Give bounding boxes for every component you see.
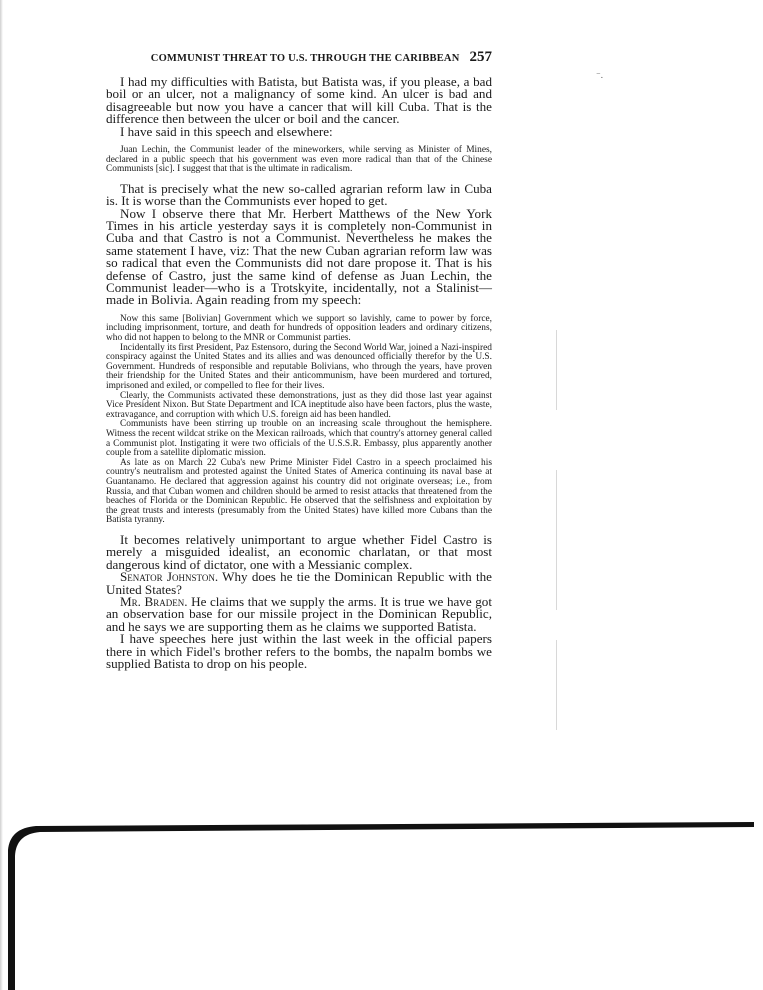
paragraph: I had my difficulties with Batista, but Batista was, if you please, a bad boil or an ulcer, not a malignancy of some kind. An ulcer is bad and disagreeable but now you have a cancer that will kill Cuba. That is the difference then between the ulcer or boil and the cancer. bbox=[106, 74, 492, 127]
speaker-name: Senator Johnston. bbox=[120, 569, 219, 585]
page-body bbox=[106, 76, 492, 670]
scan-left-edge bbox=[0, 0, 3, 990]
block-quote: Juan Lechin, the Communist leader of the mineworkers, while serving as Minister of Mines, declared in a public speech that his government was even more radical than that of the Chinese Communists [sic]. I suggest that that is the ultimate in radicalism. bbox=[106, 145, 492, 175]
testimony-line bbox=[106, 593, 492, 634]
scan-artifact-bar bbox=[6, 820, 756, 990]
paragraph: That is precisely what the new so-called agrarian reform law in Cuba is. It is worse than the Communists ever hoped to get. bbox=[106, 180, 492, 209]
testimony-line bbox=[106, 571, 492, 596]
page-number: 257 bbox=[469, 49, 492, 65]
paragraph: I have speeches here just within the last week in the official papers there in which Fidel's brother refers to the bombs, the napalm bombs we supplied Batista to drop on his people. bbox=[106, 631, 492, 671]
scan-speck: ⁻. bbox=[596, 70, 604, 80]
paragraph: It becomes relatively unimportant to argue whether Fidel Castro is merely a misguided idealist, an economic charlatan, or that most dangerous kind of dictator, one with a Messianic complex. bbox=[106, 531, 492, 572]
margin-rule-2 bbox=[556, 470, 557, 610]
running-head: COMMUNIST THREAT TO U.S. THROUGH THE CARIBBEAN bbox=[150, 53, 460, 64]
block-quote: Communists have been stirring up trouble on an increasing scale throughout the hemisphere. Witness the recent wildcat strike on the Mexican railroads, which that country's attorney general called a Communist plot. Instigating it were two officials of the U.S.S.R. Embassy, plus apparently another couple from a satellite diplomatic mission. bbox=[106, 419, 492, 459]
testimony-text: He claims that we supply the arms. It is true we have got an observation base for our missile project in the Dominican Republic, and he says we are supporting them as he claims we supported Batista. bbox=[106, 593, 492, 634]
block-quote: Clearly, the Communists activated these demonstrations, just as they did those last year against Vice President Nixon. But State Department and ICA ineptitude also have been factors, plus the waste, extravagance, and corruption with which U.S. foreign aid has been handled. bbox=[106, 390, 492, 420]
block-quote: As late as on March 22 Cuba's new Prime Minister Fidel Castro in a speech proclaimed his country's neutralism and protested against the United States of America continuing its naval base at Guantanamo. He declared that aggression against his country did not originate overseas; i.e., from Russia, and that Cuban women and children should be armed to resist attacks that threatened from the beaches of Florida or the Dominican Republic. He observed that the selfishness and exploitation by the great trusts and interests (presumably from the United States) have killed more Cubans than the Batista tyranny. bbox=[106, 457, 492, 526]
paragraph: I have said in this speech and elsewhere: bbox=[120, 123, 333, 139]
paragraph: Now I observe there that Mr. Herbert Matthews of the New York Times in his article yesterday says it is completely non-Communist in Cuba and that Castro is not a Communist. Nevertheless he makes the same statement I have, viz: That the new Cuban agrarian reform law was so radical that even the Communists did not dare propose it. That is his defense of Castro, just the same kind of defense as Juan Lechin, the Communist leader—who is a Trotskyite, incidentally, not a Stalinist—made in Bolivia. Again reading from my speech: bbox=[106, 205, 492, 308]
speaker-name: Mr. Braden. bbox=[120, 593, 188, 609]
page-header bbox=[128, 49, 492, 67]
margin-rule-3 bbox=[556, 640, 557, 730]
block-quote: Now this same [Bolivian] Government which we support so lavishly, came to power by force, including imprisonment, torture, and death for hundreds of opposition leaders and ordinary citizens, who did not happen to belong to the MNR or Communist parties. bbox=[106, 313, 492, 344]
testimony-text: Why does he tie the Dominican Republic with the United States? bbox=[106, 569, 492, 597]
margin-rule-1 bbox=[556, 330, 557, 410]
block-quote: Incidentally its first President, Paz Estensoro, during the Second World War, joined a Nazi-inspired conspiracy against the United States and its allies and was denounced officially therefor by the U.S. Government. Hundreds of responsible and reputable Bolivians, who through the years, have proven their friendship for the United States and their anticommunism, have been murdered and tortured, imprisoned and exiled, or compelled to flee for their lives. bbox=[106, 342, 492, 392]
